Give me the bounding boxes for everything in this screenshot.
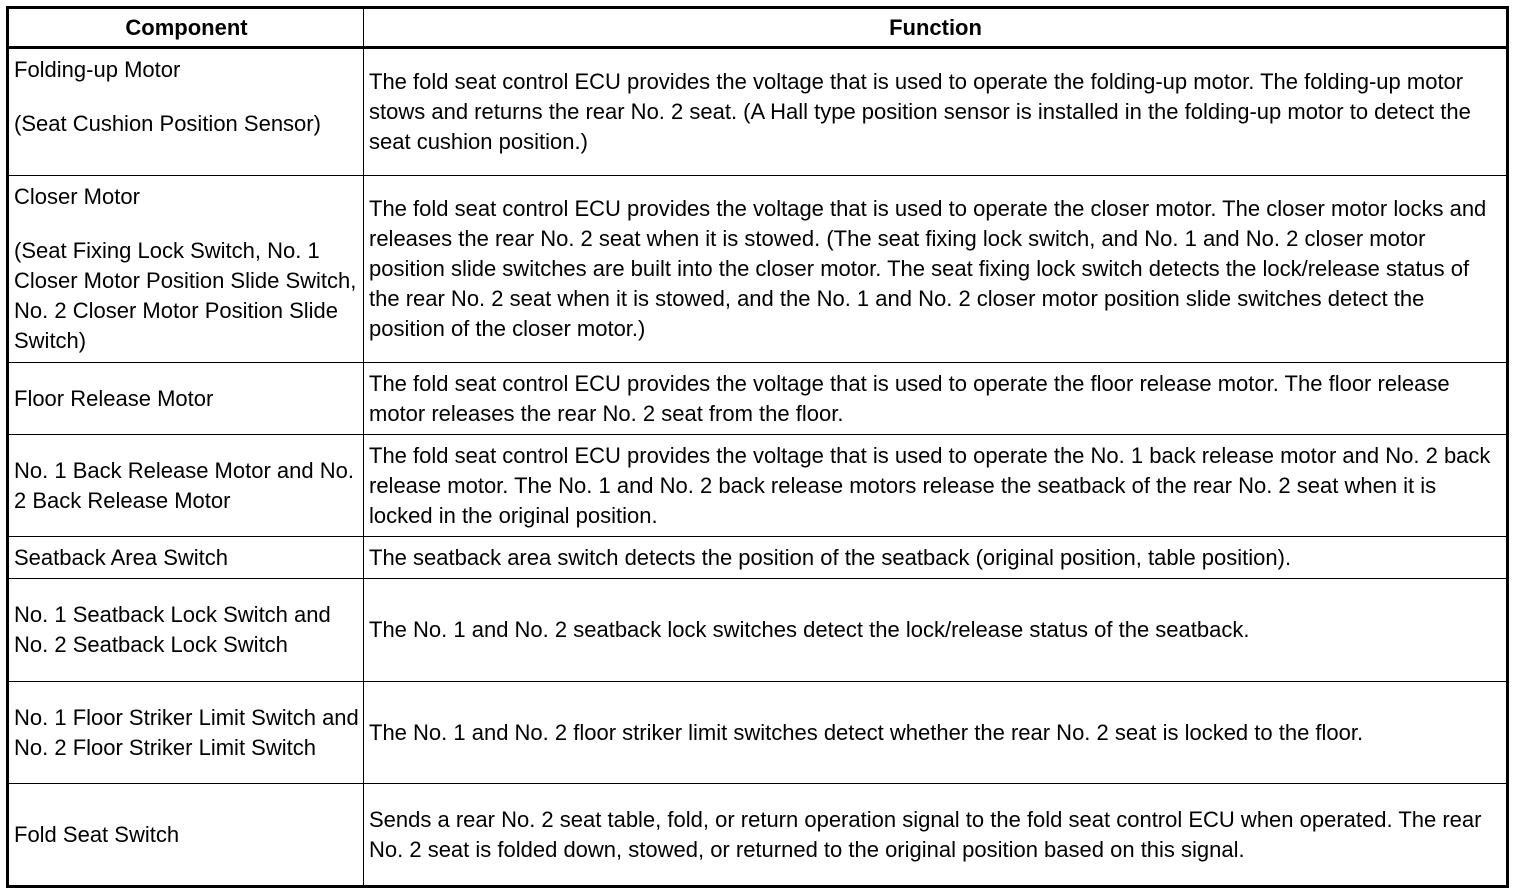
table-row	[8, 579, 1508, 682]
component-cell	[8, 48, 364, 176]
component-function-table	[6, 6, 1509, 888]
function-cell: The fold seat control ECU provides the voltage that is used to operate the folding-up motor. The folding-up motor stows and returns the rear No. 2 seat. (A Hall type position sensor is installed in the folding-up motor to detect the seat cushion position.)	[364, 48, 1508, 176]
header-function: Function	[364, 8, 1508, 48]
component-name: Seatback Area Switch	[14, 544, 229, 570]
component-cell	[8, 784, 364, 887]
table-row	[8, 682, 1508, 784]
component-cell	[8, 363, 364, 435]
function-cell: The No. 1 and No. 2 seatback lock switches detect the lock/release status of the seatback.	[364, 579, 1508, 682]
table-row	[8, 435, 1508, 537]
table-row	[8, 537, 1508, 579]
function-cell: Sends a rear No. 2 seat table, fold, or return operation signal to the fold seat control ECU when operated. The rear No. 2 seat is folded down, stowed, or returned to the original position based on this signal.	[364, 784, 1508, 887]
component-cell	[8, 579, 364, 682]
function-cell: The fold seat control ECU provides the voltage that is used to operate the closer motor. The closer motor locks and releases the rear No. 2 seat when it is stowed. (The seat fixing lock switch, and No. 1 and No. 2 closer motor position slide switches are built into the closer motor. The seat fixing lock switch detects the lock/release status of the rear No. 2 seat when it is stowed, and the No. 1 and No. 2 closer motor position slide switches detect the position of the closer motor.)	[364, 176, 1508, 363]
component-name: No. 1 Back Release Motor and No. 2 Back Release Motor	[14, 457, 354, 513]
table-row	[8, 176, 1508, 363]
component-name: No. 1 Seatback Lock Switch and No. 2 Seatback Lock Switch	[14, 602, 331, 657]
component-note: (Seat Cushion Position Sensor)	[14, 111, 321, 136]
component-name: Fold Seat Switch	[14, 821, 180, 847]
function-cell: The fold seat control ECU provides the voltage that is used to operate the No. 1 back release motor and No. 2 back release motor. The No. 1 and No. 2 back release motors release the seatback of the rear No. 2 seat when it is locked in the original position.	[364, 435, 1508, 537]
table-row	[8, 784, 1508, 887]
component-name: Closer Motor	[14, 184, 140, 209]
component-note: (Seat Fixing Lock Switch, No. 1 Closer Motor Position Slide Switch, No. 2 Closer Motor Position Slide Switch)	[14, 238, 357, 353]
header-component: Component	[8, 8, 364, 48]
function-cell: The fold seat control ECU provides the voltage that is used to operate the floor release motor. The floor release motor releases the rear No. 2 seat from the floor.	[364, 363, 1508, 435]
function-cell: The No. 1 and No. 2 floor striker limit switches detect whether the rear No. 2 seat is locked to the floor.	[364, 682, 1508, 784]
component-cell	[8, 176, 364, 363]
component-name: Folding-up Motor	[14, 57, 181, 82]
component-cell	[8, 537, 364, 579]
component-cell	[8, 435, 364, 537]
component-cell	[8, 682, 364, 784]
function-cell: The seatback area switch detects the position of the seatback (original position, table position).	[364, 537, 1508, 579]
component-name: Floor Release Motor	[14, 385, 214, 411]
table-row	[8, 48, 1508, 176]
table-header-row	[8, 8, 1508, 48]
component-name: No. 1 Floor Striker Limit Switch and No. 2 Floor Striker Limit Switch	[14, 704, 359, 760]
table-row	[8, 363, 1508, 435]
